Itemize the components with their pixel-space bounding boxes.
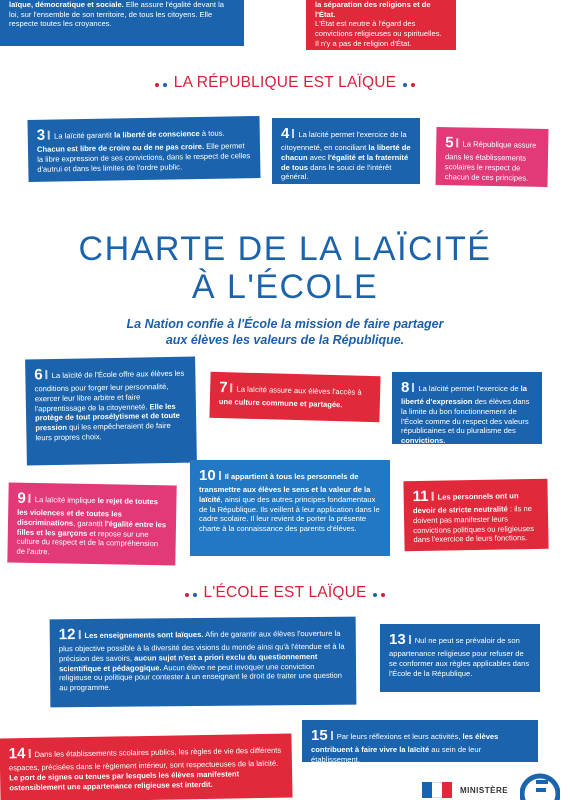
card-article-3	[27, 116, 260, 182]
dots-left-decoration	[153, 74, 169, 92]
article-12-text-2: Aucun élève ne peut invoquer une conviction religieuse ou politique pour contester à un enseignant le droit de traiter une question au programme.	[59, 661, 343, 693]
section-title-ecole	[0, 584, 570, 602]
card-article-6	[25, 357, 197, 466]
article-9-text-1: La laïcité implique	[34, 494, 98, 506]
article-1-text: Elle assure l'égalité devant la loi, sur l'ensemble de son territoire, de tous les citoyens. Elle respecte toutes les croyances.	[9, 0, 225, 29]
article-4-number: 4	[281, 125, 290, 142]
article-10-number: 10	[199, 467, 216, 484]
article-9-number: 9	[17, 489, 26, 507]
section-title-republique	[0, 74, 570, 92]
article-2-text: L'État est neutre à l'égard des convictions religieuses ou spirituelles. Il n'y a pas de religion d'État.	[315, 19, 442, 48]
dots-right-decoration-2	[371, 584, 387, 602]
article-1-bold: laïque, démocratique et sociale.	[9, 0, 124, 9]
article-4-text-1: La laïcité permet l'exercice de la citoyenneté, en conciliant	[281, 130, 407, 153]
article-4-bold-2: l'égalité et la fraternité de tous	[281, 152, 409, 172]
article-12-bold-2: aucun sujet n'est a priori exclu du questionnement scientifique et pédagogique.	[59, 651, 318, 673]
article-2-bold: la séparation des religions et de l'État.	[315, 0, 431, 19]
article-14-bold-1: Le port de signes ou tenues par lesquels les élèves manifestent ostensiblement une appartenance religieuse est interdit.	[9, 769, 240, 793]
article-5-text-1: La République assure dans les établissements scolaires le respect de chacun de ces principes.	[444, 139, 537, 183]
card-article-15	[302, 720, 538, 762]
article-3-text-1: La laïcité garantit	[54, 130, 115, 141]
article-12-number: 12	[58, 626, 76, 644]
card-article-5	[436, 127, 549, 187]
article-4-text-3: dans le souci de l'intérêt général.	[281, 162, 392, 182]
article-8-bold-1: la liberté d'expression	[401, 384, 528, 407]
article-6-text-2: qui les empêcheraient de faire leurs propres choix.	[35, 421, 171, 443]
article-13-number: 13	[389, 631, 406, 648]
article-3-bold-2: Chacun est libre de croire ou de ne pas croire.	[36, 142, 205, 155]
article-6-number: 6	[34, 366, 43, 384]
article-8-text-1: La laïcité permet l'exercice de	[418, 384, 521, 393]
article-11-number: 11	[412, 487, 429, 506]
article-3-number: 3	[36, 126, 46, 144]
card-article-7	[209, 372, 380, 422]
main-title-line-2: À L'ÉCOLE	[191, 268, 379, 306]
article-15-text-2: au sein de leur établissement.	[311, 745, 482, 762]
article-10-bold-1: Il appartient à tous les personnels de transmettre aux élèves le sens et la valeur de la laïcité	[199, 472, 371, 504]
article-15-text-1: Par leurs réflexions et leurs activités,	[336, 732, 463, 741]
card-article-11	[403, 479, 548, 552]
article-11-text-1: : ils ne doivent pas manifester leurs convictions politiques ou religieuses dans l'exercice de leurs fonctions.	[413, 504, 535, 545]
article-4-text-2: avec	[307, 152, 328, 162]
article-7-text-1: La laïcité assure aux élèves l'accès à	[236, 384, 362, 397]
article-14-number: 14	[8, 745, 26, 763]
article-3-text-2: à tous.	[199, 128, 225, 139]
article-9-text-3: et repose sur une culture du respect et de la compréhension de l'autre.	[16, 528, 159, 557]
article-5-number: 5	[445, 134, 454, 152]
card-article-1	[0, 0, 244, 46]
ministry-logo	[422, 768, 570, 800]
card-article-13	[380, 624, 540, 692]
article-9-bold-1: le rejet de toutes les violences et de toutes les discriminations	[16, 496, 159, 528]
card-article-4	[272, 118, 420, 184]
flag-icon	[422, 782, 452, 798]
article-11-bold-1: Les personnels ont un devoir de stricte neutralité	[412, 491, 519, 516]
article-8-text-2: des élèves dans la limite du bon fonctionnement de l'École comme du respect des valeurs républicaines et du pluralisme des	[401, 397, 530, 436]
card-article-9	[7, 483, 176, 566]
article-10-text-1: , ainsi que des autres principes fondamentaux de la République. Ils veillent à leur application dans le cadre scolaire. Il leur revient de porter la présente charte à la connaissance des parents d'élèves.	[199, 494, 380, 534]
article-8-bold-2: convictions.	[401, 436, 446, 444]
article-4-bold-1: la liberté de chacun	[281, 143, 411, 162]
article-15-bold-1: les élèves contribuent à faire vivre la laïcité	[311, 732, 499, 755]
marianne-emblem-icon	[520, 770, 560, 800]
article-6-text-1: La laïcité de l'École offre aux élèves les conditions pour forger leur personnalité, exercer leur libre arbitre et faire l'apprentissage de la citoyenneté.	[34, 368, 185, 413]
article-9-bold-2: l'égalité entre les filles et les garçons	[16, 519, 167, 538]
article-12-bold-1: Les enseignements sont laïques.	[84, 629, 204, 641]
card-article-10	[190, 460, 390, 556]
article-9-text-2: , garantit	[73, 518, 105, 529]
section-title-ecole-text: L'ÉCOLE EST LAÏQUE	[203, 584, 367, 602]
article-6-bold-1: Elle les protège de tout prosélytisme et de toute pression	[35, 401, 180, 433]
card-article-2	[306, 0, 456, 50]
article-3-text-3: Elle permet la libre expression de ses convictions, dans le respect de celles d'autrui et dans les limites de l'ordre public.	[37, 141, 251, 174]
article-7-number: 7	[218, 379, 228, 397]
article-3-bold-1: la liberté de conscience	[113, 129, 200, 140]
article-15-number: 15	[311, 727, 328, 744]
card-article-14	[0, 733, 293, 800]
card-article-12	[50, 617, 357, 708]
article-14-text-1: Dans les établissements scolaires publics, les règles de vie des différents espaces, précisées dans le règlement intérieur, sont respectueuses de la laïcité.	[8, 745, 282, 773]
article-8-number: 8	[401, 379, 410, 396]
main-title-line-1: CHARTE DE LA LAÏCITÉ	[78, 230, 492, 268]
subtitle-line-2: aux élèves les valeurs de la République.	[165, 333, 405, 347]
dots-right-decoration	[401, 74, 417, 92]
dots-left-decoration-2	[183, 584, 199, 602]
section-title-republique-text: LA RÉPUBLIQUE EST LAÏQUE	[173, 74, 397, 92]
article-12-text-1: Afin de garantir aux élèves l'ouverture la plus objective possible à la diversité des visions du monde ainsi qu'à l'étendue et à la précision des savoirs,	[58, 628, 345, 664]
article-7-bold-1: une culture commune et partagée.	[218, 397, 343, 410]
ministry-label: MINISTÈRE	[460, 786, 509, 795]
article-13-text-1: Nul ne peut se prévaloir de son appartenance religieuse pour refuser de se conformer aux règles applicables dans l'École de la République.	[389, 636, 530, 678]
subtitle-line-1: La Nation confie à l'École la mission de faire partager	[126, 317, 444, 331]
card-article-8	[392, 372, 542, 444]
